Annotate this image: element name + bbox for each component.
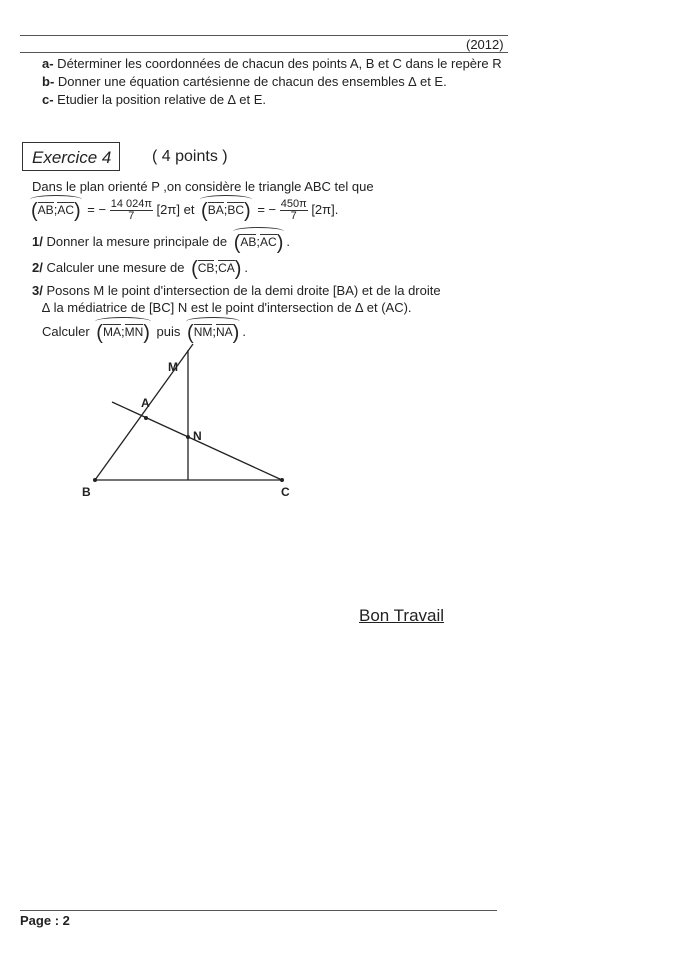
footer-rule [20, 910, 497, 911]
intro: Dans le plan orienté P ,on considère le triangle ABC tel que [32, 179, 374, 194]
label-m: M [168, 360, 178, 374]
question-3-line1: 3/ Posons M le point d'intersection de la demi droite [BA) et de la droite [32, 283, 441, 298]
label-b: B [82, 485, 91, 499]
footer-page: Page : 2 [20, 913, 70, 928]
point-b [93, 478, 97, 482]
label-n: N [193, 429, 202, 443]
question-3-line2: ∆ la médiatrice de [BC] N est le point d'intersection de ∆ et (AC). [42, 300, 412, 315]
label-c: C [281, 485, 290, 499]
year: (2012) [466, 37, 504, 52]
question-3-calc: Calculer (MA;MN) puis (NM;NA) . [42, 322, 246, 345]
question-c: c- Etudier la position relative de ∆ et E. [42, 92, 267, 107]
exercise-points: ( 4 points ) [152, 148, 228, 165]
exercise-title: Exercice 4 [22, 142, 120, 171]
question-2: 2/ Calculer une mesure de (CB;CA) . [32, 258, 249, 280]
closing: Bon Travail [359, 606, 445, 625]
question-b: b- Donner une équation cartésienne de chacun des ensembles ∆ et E. [42, 74, 447, 89]
point-a [144, 416, 148, 420]
question-a: a- Déterminer les coordonnées de chacun des points A, B et C dans le repère R [42, 56, 502, 71]
line-bm [95, 344, 193, 480]
point-c [280, 478, 284, 482]
point-n [186, 435, 190, 439]
given-angles: (AB;AC) = − $\frac{14 024\pi}{7}$ [2π] et (BA;BC) = − $\frac{450\pi}{7}$ [2π]. [28, 199, 338, 223]
question-1: 1/ Donner la mesure principale de (AB;AC) . [32, 232, 290, 255]
label-a: A [141, 396, 150, 410]
